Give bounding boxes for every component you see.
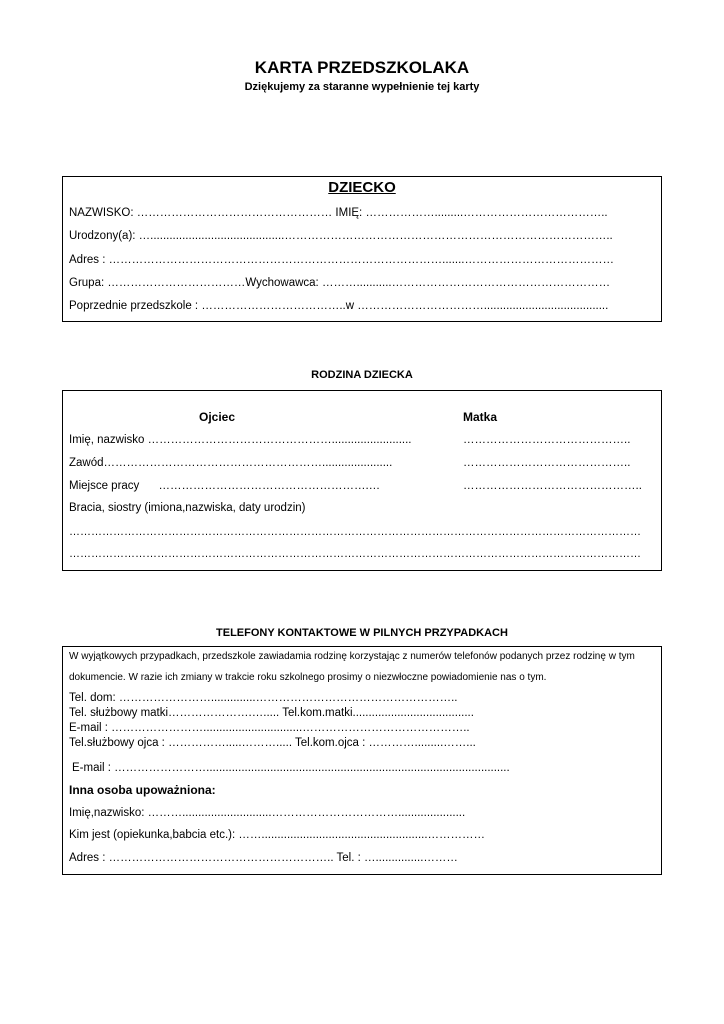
dziecko-urodzony-field[interactable]: Urodzony(a): …..........................................………………………………………………………………………….. xyxy=(69,230,613,242)
telefony-info-line-1: W wyjątkowych przypadkach, przedszkole zawiadamia rodzinę korzystając z numerów telefonów podanych przez rodzinę w tym xyxy=(69,651,635,662)
telefony-info-line-2: dokumencie. W razie ich zmiany w trakcie roku szkolnego prosimy o niezwłoczne powiadomienie nas o tym. xyxy=(69,672,547,683)
father-label: Ojciec xyxy=(199,410,236,424)
mother-workplace-field[interactable]: ……………………………………….. xyxy=(463,480,642,492)
father-workplace-field[interactable]: Miejsce pracy ……………………………………………….… xyxy=(69,480,381,492)
telefony-heading: TELEFONY KONTAKTOWE W PILNYCH PRZYPADKACH xyxy=(216,627,508,639)
father-occupation-field[interactable]: Zawód…………………………………………………...................... xyxy=(69,457,393,469)
page-title: KARTA PRZEDSZKOLAKA xyxy=(254,58,470,77)
other-person-heading: Inna osoba upoważniona: xyxy=(69,783,216,797)
tel-ojca-field[interactable]: Tel.służbowy ojca : …………….....………..... Tel.kom.ojca : ………….........……... xyxy=(69,737,476,749)
page-subtitle: Dziękujemy za staranne wypełnienie tej karty xyxy=(244,81,480,93)
siblings-field-2[interactable]: ………………………………………………………………………………………………………………………………………… xyxy=(69,548,641,560)
siblings-label: Bracia, siostry (imiona,nazwiska, daty urodzin) xyxy=(69,502,306,514)
dziecko-nazwisko-field[interactable]: NAZWISKO: …………………………………………… IMIĘ: ……………….........……………………………….. xyxy=(69,207,608,219)
dziecko-adres-field[interactable]: Adres : …………………………………………………………………………….......………………………………… xyxy=(69,254,614,266)
dziecko-przedszkole-field[interactable]: Poprzednie przedszkole : ………………………………..w ……………………………....................................... xyxy=(69,300,609,312)
other-name-field[interactable]: Imię,nazwisko: ………............................……………………………..................... xyxy=(69,807,466,819)
siblings-field-1[interactable]: ………………………………………………………………………………………………………………………………………… xyxy=(69,526,641,538)
rodzina-heading: RODZINA DZIECKA xyxy=(311,369,413,381)
email-field[interactable]: E-mail : ……………………...............................…………………………………….. xyxy=(69,722,470,734)
father-name-field[interactable]: Imię, nazwisko …………………………………………......................... xyxy=(69,434,412,446)
mother-name-field[interactable]: …………………………………….. xyxy=(463,434,631,446)
other-address-field[interactable]: Adres : ………………………………………………….. Tel. : …...............……… xyxy=(69,852,458,864)
email-2-field[interactable]: E-mail : ……………………............................................................................................... xyxy=(72,762,510,774)
other-relation-field[interactable]: Kim jest (opiekunka,babcia etc.): ……....................................................…………… xyxy=(69,829,486,841)
dziecko-heading: DZIECKO xyxy=(328,179,396,196)
dziecko-grupa-field[interactable]: Grupa: ………………………………Wychowawca: ………...........………………………………………………… xyxy=(69,277,611,289)
tel-dom-field[interactable]: Tel. dom: ……………………..............…………………………………………….. xyxy=(69,692,458,704)
tel-matki-field[interactable]: Tel. służbowy matki………………….…..... Tel.kom.matki...................................... xyxy=(69,707,474,719)
mother-label: Matka xyxy=(463,410,498,424)
mother-occupation-field[interactable]: …………………………………….. xyxy=(463,457,631,469)
